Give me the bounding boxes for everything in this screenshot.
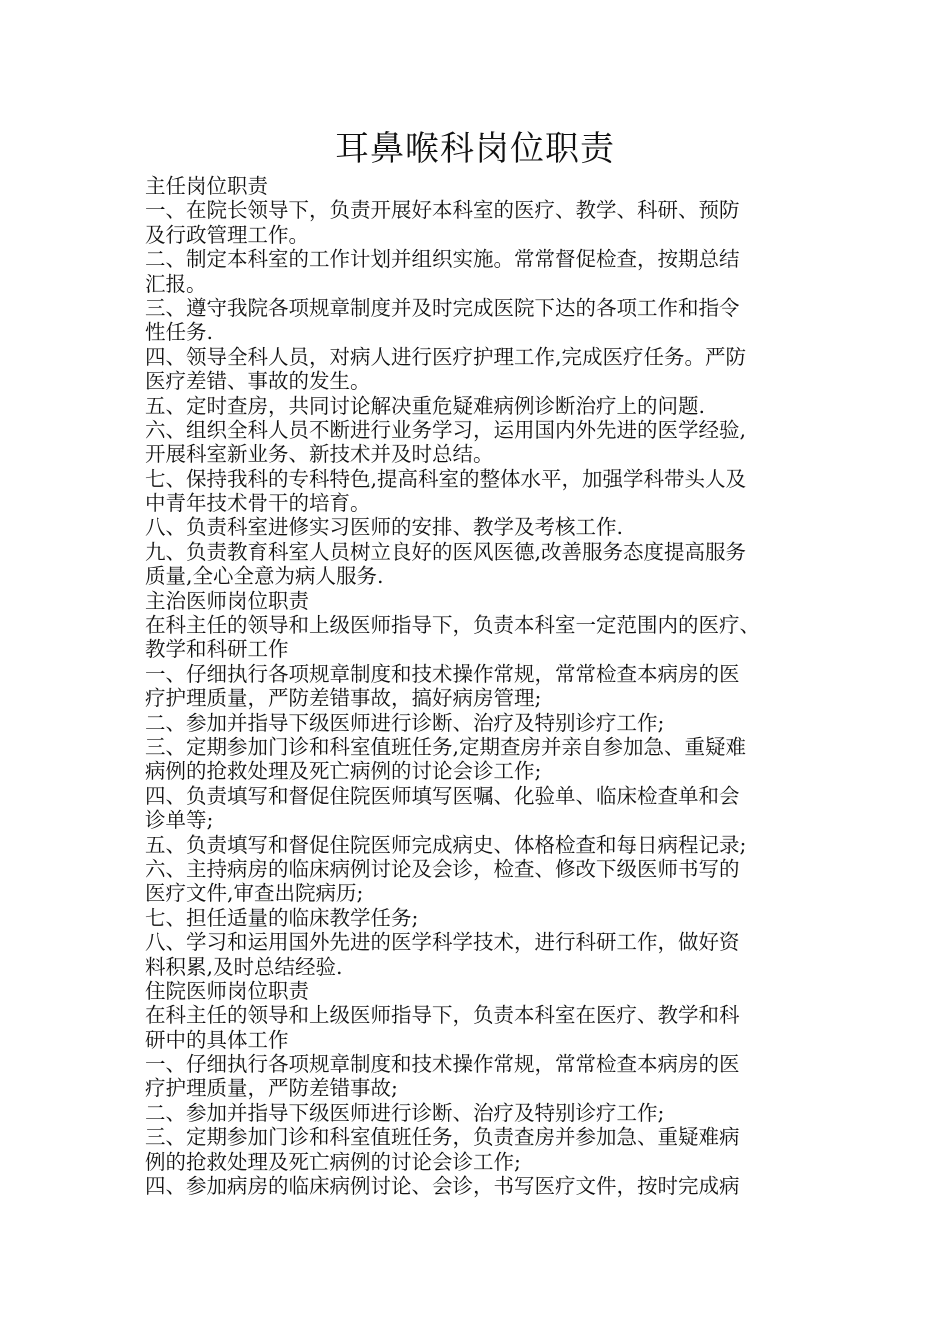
text-line: 二、制定本科室的工作计划并组织实施。常常督促检查，按期总结 — [145, 247, 740, 272]
text-line: 三、遵守我院各项规章制度并及时完成医院下达的各项工作和指令 — [145, 295, 740, 320]
text-line: 六、组织全科人员不断进行业务学习，运用国内外先进的医学经验, — [145, 417, 747, 442]
text-line: 七、担任适量的临床教学任务; — [145, 905, 419, 930]
text-line: 性任务. — [145, 320, 214, 345]
text-line: 在科主任的领导和上级医师指导下，负责本科室在医疗、教学和科 — [145, 1003, 740, 1028]
text-line: 一、仔细执行各项规章制度和技术操作常规，常常检查本病房的医 — [145, 1052, 740, 1077]
text-line: 研中的具体工作 — [145, 1027, 289, 1052]
text-line: 二、参加并指导下级医师进行诊断、治疗及特别诊疗工作; — [145, 710, 665, 735]
text-line: 八、负责科室进修实习医师的安排、教学及考核工作. — [145, 515, 624, 540]
text-line: 医疗差错、事故的发生。 — [145, 369, 371, 394]
text-line: 七、保持我科的专科特色,提高科室的整体水平，加强学科带头人及 — [145, 466, 747, 491]
text-line: 在科主任的领导和上级医师指导下，负责本科室一定范围内的医疗、 — [145, 613, 760, 638]
text-line: 诊单等; — [145, 808, 214, 833]
text-line: 主治医师岗位职责 — [145, 588, 309, 613]
text-line: 六、主持病房的临床病例讨论及会诊，检查、修改下级医师书写的 — [145, 856, 740, 881]
text-line: 病例的抢救处理及死亡病例的讨论会诊工作; — [145, 759, 542, 784]
text-line: 一、在院长领导下，负责开展好本科室的医疗、教学、科研、预防 — [145, 198, 740, 223]
text-line: 料积累,及时总结经验. — [145, 954, 343, 979]
text-line: 三、定期参加门诊和科室值班任务，负责查房并参加急、重疑难病 — [145, 1125, 740, 1150]
text-line: 四、领导全科人员，对病人进行医疗护理工作,完成医疗任务。严防 — [145, 344, 747, 369]
text-line: 质量,全心全意为病人服务. — [145, 564, 384, 589]
text-line: 四、负责填写和督促住院医师填写医嘱、化验单、临床检查单和会 — [145, 783, 740, 808]
text-line: 八、学习和运用国外先进的医学科学技术，进行科研工作，做好资 — [145, 930, 740, 955]
text-line: 四、参加病房的临床病例讨论、会诊，书写医疗文件，按时完成病 — [145, 1174, 740, 1199]
document-body — [145, 174, 835, 1198]
text-line: 疗护理质量，严防差错事故; — [145, 1076, 398, 1101]
text-line: 五、定时查房，共同讨论解决重危疑难病例诊断治疗上的问题. — [145, 393, 706, 418]
text-line: 五、负责填写和督促住院医师完成病史、体格检查和每日病程记录; — [145, 832, 747, 857]
text-line: 汇报。 — [145, 271, 207, 296]
text-line: 中青年技术骨干的培育。 — [145, 491, 371, 516]
text-line: 及行政管理工作。 — [145, 222, 309, 247]
text-line: 三、定期参加门诊和科室值班任务,定期查房并亲自参加急、重疑难 — [145, 734, 747, 759]
text-line: 医疗文件,审查出院病历; — [145, 881, 364, 906]
document-title: 耳鼻喉科岗位职责 — [335, 129, 615, 169]
text-line: 例的抢救处理及死亡病例的讨论会诊工作; — [145, 1149, 521, 1174]
text-line: 二、参加并指导下级医师进行诊断、治疗及特别诊疗工作; — [145, 1100, 665, 1125]
text-line: 开展科室新业务、新技术并及时总结。 — [145, 442, 494, 467]
text-line: 主任岗位职责 — [145, 174, 268, 198]
text-line: 教学和科研工作 — [145, 637, 289, 662]
text-line: 九、负责教育科室人员树立良好的医风医德,改善服务态度提高服务 — [145, 539, 747, 564]
text-line: 一、仔细执行各项规章制度和技术操作常规，常常检查本病房的医 — [145, 661, 740, 686]
text-line: 疗护理质量，严防差错事故，搞好病房管理; — [145, 686, 542, 711]
text-line: 住院医师岗位职责 — [145, 978, 309, 1003]
